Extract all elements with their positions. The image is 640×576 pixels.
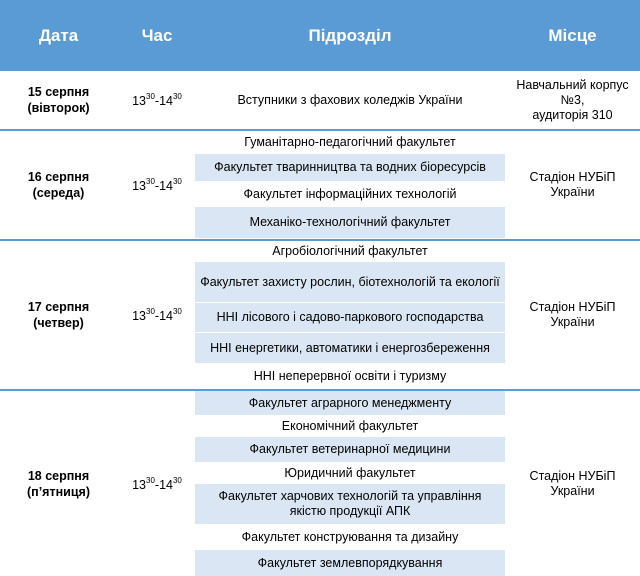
unit-cell: ННІ енергетики, автоматики і енергозбереження: [195, 333, 505, 363]
unit-cell: Факультет тваринництва та водних біоресурсів: [195, 154, 505, 181]
unit-cell: Факультет аграрного менеджменту: [195, 391, 505, 415]
unit-cell: Факультет ветеринарної медицини: [195, 437, 505, 462]
place-cell: Стадіон НУБіП України: [529, 170, 616, 199]
header-unit: Підрозділ: [308, 25, 392, 45]
time-cell: $13^{30}-14^{30}$: [132, 177, 182, 194]
place-cell: Стадіон НУБіП України: [529, 468, 616, 498]
time-cell: $13^{30}-14^{30}$: [132, 475, 182, 493]
place-cell: Стадіон НУБіП України: [529, 300, 616, 329]
date-day: 15 серпня: [27, 85, 90, 99]
header-time: Час: [141, 25, 173, 45]
date-weekday: (вівторок): [27, 101, 90, 115]
header-date: Дата: [38, 25, 79, 45]
unit-cell: ННІ неперервної освіти і туризму: [253, 368, 447, 383]
unit-cell: Факультет конструювання та дизайну: [241, 529, 459, 544]
table-row: [0, 71, 640, 129]
date-cell: 16 серпня (середа): [27, 170, 90, 200]
table-row: [0, 131, 640, 239]
unit-cell: Факультет інформаційних технологій: [243, 187, 457, 201]
unit-cell: Вступники з фахових коледжів України: [237, 92, 463, 107]
table-row: [0, 391, 640, 576]
unit-cell: Економічний факультет: [281, 418, 419, 433]
time-cell: $13^{30}-14^{30}$: [132, 92, 182, 109]
date-cell: 18 серпня (п’ятниця): [27, 468, 90, 499]
unit-cell: ННІ лісового і садово-паркового господарства: [195, 303, 505, 332]
unit-cell: Юридичний факультет: [284, 465, 416, 480]
unit-cell: Факультет харчових технологій та управління якістю продукції АПК: [195, 484, 505, 524]
unit-cell: Факультет землевпорядкування: [195, 550, 505, 576]
date-cell: [0, 71, 117, 129]
unit-cell: Факультет захисту рослин, біотехнологій та екології: [195, 262, 505, 302]
time-cell: $13^{30}-14^{30}$: [132, 307, 182, 324]
table-row: [0, 241, 640, 389]
header-place: Місце: [548, 25, 597, 45]
unit-cell: Механіко-технологічний факультет: [195, 207, 505, 238]
table-header: [0, 0, 640, 71]
place-cell: Навчальний корпус №3, аудиторія 310: [516, 77, 629, 122]
date-cell: 17 серпня (четвер): [27, 300, 90, 330]
unit-cell: Гуманітарно-педагогічний факультет: [244, 135, 456, 149]
unit-cell: Агробіологічний факультет: [272, 244, 428, 258]
